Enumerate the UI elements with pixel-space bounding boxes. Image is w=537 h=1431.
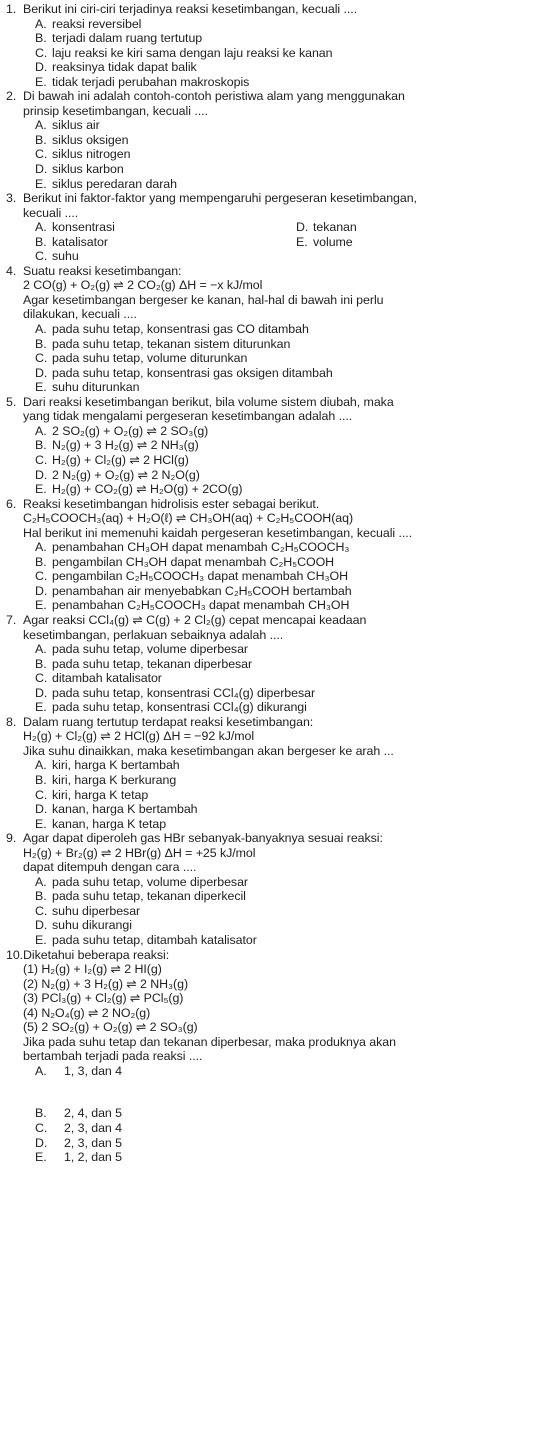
option-letter: B. [35, 234, 47, 249]
answer-option-e[interactable] [35, 700, 531, 715]
option-text: 2, 3, dan 4 [64, 1121, 123, 1136]
question-stem-line: Berikut ini ciri-ciri terjadinya reaksi kesetimbangan, kecuali .... [23, 2, 358, 16]
option-text: pada suhu tetap, konsentrasi CCl₄(g) dikurangi [52, 700, 307, 715]
option-text: kanan, harga K tetap [52, 816, 167, 831]
option-letter: B. [35, 438, 47, 453]
option-text: 1, 3, dan 4 [64, 1063, 123, 1078]
option-text: N₂(g) + 3 H₂(g) ⇌ 2 NH₃(g) [52, 438, 199, 453]
option-letter: D. [35, 583, 48, 598]
option-text: pada suhu tetap, tekanan diperbesar [52, 656, 253, 671]
question-9 [6, 831, 531, 947]
option-text: 2, 3, dan 5 [64, 1135, 123, 1150]
option-text: pada suhu tetap, tekanan sistem diturunkan [52, 336, 291, 351]
question-stem-line: Agar dapat diperoleh gas HBr sebanyak-banyaknya sesuai reaksi: [23, 831, 383, 846]
option-text: pada suhu tetap, konsentrasi gas oksigen ditambah [52, 365, 333, 380]
option-letter: A. [35, 16, 47, 31]
option-text: kanan, harga K bertambah [52, 802, 198, 817]
option-letter: D. [35, 685, 48, 700]
answer-option-d[interactable] [35, 584, 531, 599]
option-text: pada suhu tetap, volume diperbesar [52, 874, 248, 889]
answer-option-e[interactable] [35, 75, 531, 90]
option-letter: E. [35, 933, 47, 947]
question-body [23, 613, 531, 715]
answer-option-d[interactable] [35, 918, 531, 933]
answer-option-a[interactable] [35, 875, 531, 890]
option-letter: C. [35, 1121, 48, 1136]
option-letter: D. [35, 365, 48, 380]
question-stem-line: kecuali .... [23, 205, 79, 220]
answer-option-e[interactable] [35, 817, 531, 832]
option-text: suhu [52, 249, 79, 264]
option-text: ditambah katalisator [52, 671, 162, 686]
question-stem-line: Suatu reaksi kesetimbangan: [23, 263, 182, 278]
question-body [23, 497, 531, 613]
answer-option-a[interactable] [35, 1064, 531, 1079]
option-text: 2 SO₂(g) + O₂(g) ⇌ 2 SO₃(g) [52, 423, 209, 438]
answer-option-b[interactable] [35, 438, 531, 453]
answer-options [35, 875, 531, 948]
answer-option-d[interactable] [35, 1136, 531, 1151]
question-body [23, 264, 531, 395]
question-stem-line: Di bawah ini adalah contoh-contoh peristiwa alam yang menggunakan [23, 89, 405, 104]
question-body [23, 715, 531, 831]
option-letter: D. [35, 1135, 48, 1150]
answer-option-d[interactable] [35, 366, 531, 381]
answer-option-a[interactable] [35, 540, 531, 555]
question-stem-line: Berikut ini faktor-faktor yang mempengaruhi pergeseran kesetimbangan, [23, 191, 417, 206]
answer-option-c[interactable] [35, 147, 531, 162]
question-stem-line: Dari reaksi kesetimbangan berikut, bila volume sistem diubah, maka [23, 394, 394, 409]
answer-option-b[interactable] [35, 1106, 531, 1121]
answer-cell [35, 220, 296, 235]
answer-option-b[interactable] [35, 31, 531, 46]
question-stem-line: (2) N₂(g) + 3 H₂(g) ⇌ 2 NH₃(g) [23, 976, 189, 991]
answer-option-a[interactable] [35, 758, 531, 773]
question-7 [6, 613, 531, 715]
question-stem-line: Jika suhu dinaikkan, maka kesetimbangan akan bergeser ke arah ... [23, 743, 394, 758]
answer-option-b[interactable] [35, 337, 531, 352]
option-text: pengambilan C₂H₅COOCH₃ dapat menambah CH₃OH [52, 569, 348, 584]
option-letter: B. [35, 336, 47, 351]
question-stem-line: dapat ditempuh dengan cara .... [23, 860, 197, 875]
option-letter: C. [35, 787, 48, 802]
option-text: pada suhu tetap, volume diturunkan [52, 351, 248, 366]
option-text: volume [313, 234, 353, 249]
option-text: penambahan CH₃OH dapat menambah C₂H₅COOCH₃ [52, 540, 350, 555]
question-stem-line: 2 CO(g) + O₂(g) ⇌ 2 CO₂(g) ΔH = −x kJ/mol [23, 278, 263, 293]
option-letter: A. [35, 1063, 47, 1078]
question-body [23, 831, 531, 947]
answer-option-b[interactable] [35, 889, 531, 904]
question-stem-line: H₂(g) + Br₂(g) ⇌ 2 HBr(g) ΔH = +25 kJ/mol [23, 845, 256, 860]
option-text: katalisator [52, 234, 108, 249]
option-letter: B. [35, 772, 47, 787]
option-letter: C. [35, 351, 48, 366]
question-number: 7. [6, 612, 17, 627]
question-3 [6, 191, 531, 264]
question-body [23, 948, 531, 1165]
option-letter: E. [35, 74, 47, 89]
option-text: laju reaksi ke kiri sama dengan laju reaksi ke kanan [52, 45, 333, 60]
answer-option-d[interactable] [35, 60, 531, 75]
option-letter: B. [35, 132, 47, 147]
option-letter: A. [35, 423, 47, 438]
question-stem-line: (3) PCl₃(g) + Cl₂(g) ⇌ PCl₅(g) [23, 991, 184, 1006]
question-6 [6, 497, 531, 613]
answer-option-d[interactable] [35, 162, 531, 177]
question-number: 10. [6, 947, 24, 962]
option-letter: C. [35, 569, 48, 584]
option-text: pada suhu tetap, tekanan diperkecil [52, 889, 246, 904]
option-text: 1, 2, dan 5 [64, 1150, 123, 1165]
answer-options [35, 1064, 531, 1165]
option-text: kiri, harga K berkurang [52, 772, 177, 787]
option-letter: C. [35, 452, 48, 467]
option-letter: B. [35, 31, 47, 46]
option-text: pada suhu tetap, ditambah katalisator [52, 933, 257, 947]
option-letter: B. [35, 1106, 47, 1121]
question-stem-line: Dalam ruang tertutup terdapat reaksi kesetimbangan: [23, 714, 314, 729]
answer-option-e[interactable] [35, 177, 531, 192]
question-10 [6, 948, 531, 1165]
option-letter: C. [35, 903, 48, 918]
answer-option-b[interactable] [35, 657, 531, 672]
option-letter: E. [35, 482, 47, 497]
answer-option-a[interactable] [35, 322, 531, 337]
option-letter: C. [35, 147, 48, 162]
question-stem-line: Jika pada suhu tetap dan tekanan diperbesar, maka produknya akan [23, 1034, 396, 1049]
option-letter: D. [35, 802, 48, 817]
answer-option-a[interactable] [35, 424, 531, 439]
option-letter: E. [35, 700, 47, 715]
option-letter: E. [35, 816, 47, 831]
question-stem-line: C₂H₅COOCH₃(aq) + H₂O(ℓ) ⇌ CH₃OH(aq) + C₂H₅COOH(aq) [23, 511, 354, 526]
option-letter: C. [35, 671, 48, 686]
question-stem-line: yang tidak mengalami pergeseran kesetimbangan adalah .... [23, 409, 353, 424]
answer-option-a[interactable] [35, 220, 296, 235]
option-letter: A. [35, 540, 47, 555]
question-number: 9. [6, 831, 17, 846]
question-4 [6, 264, 531, 395]
answer-option-c[interactable] [35, 671, 531, 686]
answer-options [35, 758, 531, 831]
option-letter: A. [35, 874, 47, 889]
answer-option-c[interactable] [35, 904, 531, 919]
option-text: penambahan air menyebabkan C₂H₅COOH bertambah [52, 583, 352, 598]
question-stem-line: Agar kesetimbangan bergeser ke kanan, hal-hal di bawah ini perlu [23, 292, 384, 307]
question-number: 2. [6, 89, 17, 104]
question-body [23, 395, 531, 497]
question-stem-line: Hal berikut ini memenuhi kaidah pergeseran kesetimbangan, kecuali .... [23, 525, 413, 540]
option-letter: A. [35, 118, 47, 133]
option-letter: E. [35, 1150, 47, 1165]
option-letter: A. [35, 322, 47, 337]
answer-option-d[interactable] [35, 468, 531, 483]
option-letter: B. [35, 889, 47, 904]
question-stem-line: (4) N₂O₄(g) ⇌ 2 NO₂(g) [23, 1005, 151, 1020]
option-text: suhu dikurangi [52, 918, 132, 933]
question-body [23, 191, 531, 264]
question-number: 4. [6, 263, 17, 278]
answer-option-a[interactable] [35, 118, 531, 133]
question-stem-line: kesetimbangan, perlakuan sebaiknya adalah .... [23, 627, 284, 642]
question-stem-line: Diketahui beberapa reaksi: [23, 947, 170, 962]
question-stem-line: bertambah terjadi pada reaksi .... [23, 1049, 203, 1064]
question-number: 8. [6, 714, 17, 729]
option-text: pada suhu tetap, konsentrasi CCl₄(g) diperbesar [52, 685, 316, 700]
option-text: terjadi dalam ruang tertutup [52, 31, 203, 46]
option-text: 2 N₂(g) + O₂(g) ⇌ 2 N₂O(g) [52, 467, 200, 482]
option-text: suhu diturunkan [52, 380, 140, 395]
answer-options [35, 642, 531, 715]
option-text: tekanan [313, 220, 357, 235]
option-letter: E. [296, 234, 308, 249]
option-text: reaksi reversibel [52, 16, 142, 31]
option-text: siklus karbon [52, 162, 124, 177]
option-text: H₂(g) + CO₂(g) ⇌ H₂O(g) + 2CO(g) [52, 482, 243, 497]
option-text: siklus nitrogen [52, 147, 131, 162]
answer-option-row [35, 220, 531, 235]
answer-cell [296, 235, 353, 250]
option-letter: B. [35, 656, 47, 671]
option-letter: D. [35, 60, 48, 75]
question-stem-line: dilakukan, kecuali .... [23, 307, 137, 322]
answer-option-c[interactable] [35, 788, 531, 803]
option-letter: D. [35, 467, 48, 482]
option-text: reaksinya tidak dapat balik [52, 60, 197, 75]
question-stem-line: Agar reaksi CCl₄(g) ⇌ C(g) + 2 Cl₂(g) cepat mencapai keadaan [23, 612, 367, 627]
option-letter: D. [35, 162, 48, 177]
question-stem-line: Reaksi kesetimbangan hidrolisis ester sebagai berikut. [23, 496, 320, 511]
option-text: pada suhu tetap, konsentrasi gas CO ditambah [52, 322, 309, 337]
question-5 [6, 395, 531, 497]
option-text: suhu diperbesar [52, 903, 141, 918]
answer-option-c[interactable] [35, 453, 531, 468]
answer-options [35, 220, 531, 264]
blank-gap [35, 1078, 531, 1106]
answer-options [35, 322, 531, 395]
option-text: pada suhu tetap, volume diperbesar [52, 642, 248, 657]
answer-option-d[interactable] [35, 802, 531, 817]
option-text: kiri, harga K bertambah [52, 758, 180, 773]
answer-options [35, 424, 531, 497]
option-letter: B. [35, 554, 47, 569]
option-letter: E. [35, 176, 47, 191]
option-letter: E. [35, 598, 47, 613]
answer-options [35, 118, 531, 191]
option-letter: A. [35, 220, 47, 235]
question-number: 6. [6, 496, 17, 511]
answer-option-e[interactable] [35, 380, 531, 395]
option-letter: A. [35, 758, 47, 773]
answer-option-c[interactable] [35, 351, 531, 366]
answer-cell [296, 220, 357, 235]
option-letter: A. [35, 642, 47, 657]
question-number: 3. [6, 191, 17, 206]
answer-option-e[interactable] [35, 1150, 531, 1165]
question-body [23, 89, 531, 191]
answer-option-e[interactable] [35, 933, 531, 948]
answer-option-c[interactable] [35, 46, 531, 61]
answer-option-e[interactable] [35, 482, 531, 497]
answer-option-b[interactable] [35, 133, 531, 148]
option-letter: E. [35, 380, 47, 395]
answer-options [35, 540, 531, 613]
answer-option-e[interactable] [296, 235, 353, 250]
answer-option-a[interactable] [35, 17, 531, 32]
question-number: 1. [6, 2, 17, 16]
question-stem-line: prinsip kesetimbangan, kecuali .... [23, 103, 208, 118]
answer-option-b[interactable] [35, 235, 296, 250]
question-stem-line: (1) H₂(g) + I₂(g) ⇌ 2 HI(g) [23, 962, 162, 977]
answer-option-row [35, 235, 531, 250]
answer-option-c[interactable] [35, 1121, 531, 1136]
question-stem-line: (5) 2 SO₂(g) + O₂(g) ⇌ 2 SO₃(g) [23, 1020, 198, 1035]
option-text: 2, 4, dan 5 [64, 1106, 123, 1121]
question-body [23, 2, 531, 89]
answer-option-e[interactable] [35, 598, 531, 613]
answer-option-b[interactable] [35, 773, 531, 788]
answer-option-c[interactable] [35, 249, 531, 264]
answer-options [35, 17, 531, 90]
question-8 [6, 715, 531, 831]
option-letter: D. [296, 220, 309, 235]
question-1 [6, 2, 531, 89]
question-2 [6, 89, 531, 191]
question-stem-line: H₂(g) + Cl₂(g) ⇌ 2 HCl(g) ΔH = −92 kJ/mol [23, 729, 255, 744]
answer-option-d[interactable] [35, 686, 531, 701]
option-text: konsentrasi [52, 220, 115, 235]
option-text: pengambilan CH₃OH dapat menambah C₂H₅COOH [52, 554, 335, 569]
option-text: penambahan C₂H₅COOCH₃ dapat menambah CH₃OH [52, 598, 350, 613]
option-text: kiri, harga K tetap [52, 787, 149, 802]
answer-cell [35, 235, 296, 250]
option-letter: C. [35, 45, 48, 60]
option-letter: D. [35, 918, 48, 933]
option-text: siklus air [52, 118, 100, 133]
option-letter: C. [35, 249, 48, 264]
option-text: tidak terjadi perubahan makroskopis [52, 74, 250, 89]
question-number: 5. [6, 394, 17, 409]
answer-option-b[interactable] [35, 555, 531, 570]
answer-option-a[interactable] [35, 642, 531, 657]
answer-option-d[interactable] [296, 220, 357, 235]
option-text: siklus peredaran darah [52, 176, 177, 191]
option-text: siklus oksigen [52, 132, 129, 147]
option-text: H₂(g) + Cl₂(g) ⇌ 2 HCl(g) [52, 452, 189, 467]
answer-option-c[interactable] [35, 569, 531, 584]
